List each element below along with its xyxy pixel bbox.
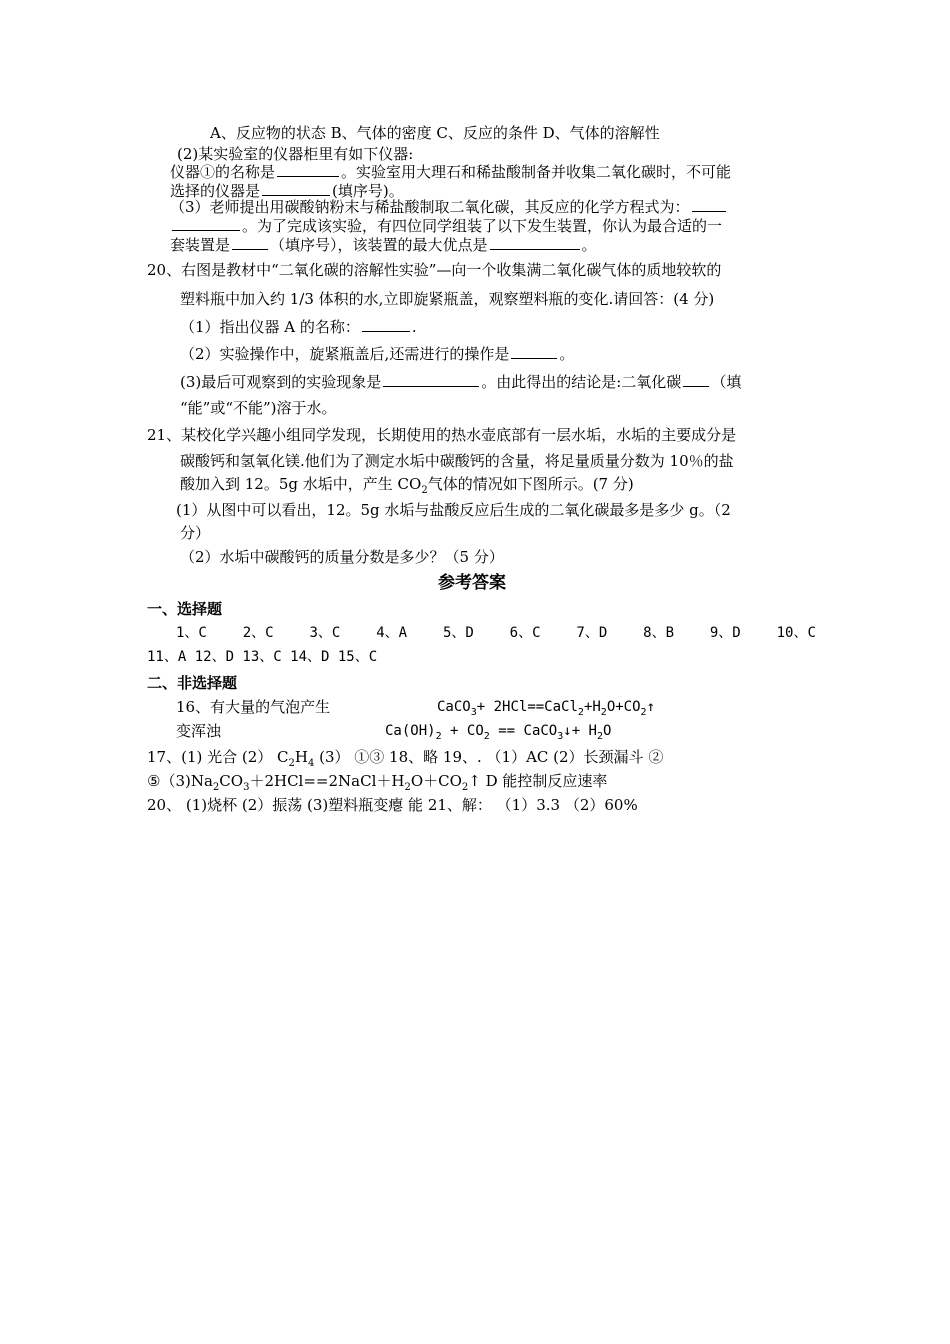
eq-part: ↓+ H bbox=[563, 723, 597, 739]
answer-16-b: 变浑浊 bbox=[176, 722, 222, 740]
q20-sub3 bbox=[180, 371, 741, 393]
q19-p3-c: 套装置是 bbox=[170, 236, 231, 254]
section-nonchoice: 二、非选择题 bbox=[147, 674, 238, 692]
answer-16-label: 16、有大量的气泡产生 bbox=[176, 698, 331, 716]
subscript-2: 2 bbox=[404, 782, 411, 793]
answer-blank bbox=[683, 371, 709, 387]
q21-sub1-cont: 分） bbox=[180, 524, 211, 542]
ans-part: CO bbox=[219, 772, 244, 790]
subscript-3: 3 bbox=[470, 706, 477, 718]
q20-s2-a: （2）实验操作中，旋紧瓶盖后,还需进行的操作是 bbox=[180, 345, 510, 363]
ans-part: ↑ D 能控制反应速率 bbox=[468, 772, 608, 790]
answer-blank bbox=[262, 180, 330, 196]
q21-line2: 碳酸钙和氢氧化镁.他们为了测定水垢中碳酸钙的含量，将足量质量分数为 10％的盐 bbox=[180, 452, 734, 470]
answer-blank bbox=[383, 371, 479, 387]
q19-p3-a: （3）老师提出用碳酸钠粉末与稀盐酸制取二氧化碳，其反应的化学方程式为： bbox=[170, 198, 690, 216]
eq-part: O+CO bbox=[606, 699, 641, 715]
q21-sub2: （2）水垢中碳酸钙的质量分数是多少？（5 分） bbox=[180, 548, 504, 566]
q19-p2-a: 仪器①的名称是 bbox=[170, 163, 276, 181]
q20-s3-b: 。由此得出的结论是:二氧化碳 bbox=[481, 373, 682, 391]
mc-answer: 5、D bbox=[442, 625, 474, 641]
ans-part: (3） ①③ 18、略 19、. （1）AC (2）长颈漏斗 ② bbox=[314, 748, 664, 766]
mc-answers-row1 bbox=[176, 622, 816, 644]
section-choice: 一、选择题 bbox=[147, 600, 223, 618]
q19-p3-d: （填序号），该装置的最大优点是 bbox=[270, 236, 488, 254]
q21-l3-a: 酸加入到 12。5g 水垢中，产生 CO bbox=[180, 475, 422, 493]
answer-blank bbox=[490, 234, 580, 250]
subscript-4: 4 bbox=[307, 758, 315, 769]
mc-answer: 6、C bbox=[509, 625, 541, 641]
mc-answer: 8、B bbox=[643, 625, 674, 641]
answer-blank bbox=[172, 215, 240, 231]
eq-part: +H bbox=[583, 699, 601, 715]
answer-16-equation1 bbox=[437, 696, 655, 718]
mc-answer: 10、C bbox=[776, 625, 816, 641]
q20-sub1 bbox=[180, 316, 417, 338]
q20-s2-b: 。 bbox=[559, 345, 575, 363]
q19-part2-intro: (2)某实验室的仪器柜里有如下仪器: bbox=[177, 145, 414, 163]
subscript-2: 2 bbox=[288, 758, 295, 769]
subscript-2: 2 bbox=[483, 730, 490, 742]
q19-p2-c: 选择的仪器是 bbox=[170, 182, 261, 200]
q20-sub3-cont: “能”或“不能”)溶于水。 bbox=[180, 399, 337, 417]
q21-line1: 21、某校化学兴趣小组同学发现，长期使用的热水壶底部有一层水垢，水垢的主要成分是 bbox=[147, 426, 737, 444]
q20-s1-b: . bbox=[411, 318, 417, 336]
answer-blank bbox=[277, 161, 339, 177]
subscript-2: 2 bbox=[600, 706, 607, 718]
eq-part: == CaCO bbox=[489, 723, 558, 739]
q21-sub1: (1）从图中可以看出，12。5g 水垢与盐酸反应后生成的二氧化碳最多是多少 g。（2 bbox=[176, 501, 731, 519]
q20-s3-a: (3)最后可观察到的实验现象是 bbox=[180, 373, 382, 391]
ans-part: 17、(1) 光合 (2） C bbox=[147, 748, 289, 766]
answer-17-19 bbox=[147, 746, 663, 768]
ans-part: O＋CO bbox=[410, 772, 462, 790]
q21-line3 bbox=[180, 473, 634, 495]
eq-part: O bbox=[603, 723, 612, 739]
q20-line1: 20、右图是教材中“二氧化碳的溶解性实验”—向一个收集满二氧化碳气体的质地较软的 bbox=[147, 261, 722, 279]
answers-title: 参考答案 bbox=[438, 573, 506, 593]
q19-p2-d: (填序号)。 bbox=[332, 182, 404, 200]
q19-p2-b: 。实验室用大理石和稀盐酸制备并收集二氧化碳时，不可能 bbox=[341, 163, 732, 181]
q19-p3-b: 。为了完成该实验，有四位同学组装了以下发生装置，你认为最合适的一 bbox=[242, 217, 723, 235]
mc-answers-row2: 11、A 12、D 13、C 14、D 15、C bbox=[147, 649, 378, 665]
mc-answer: 4、A bbox=[376, 625, 408, 641]
answer-blank bbox=[362, 316, 410, 332]
subscript-2: 2 bbox=[435, 730, 442, 742]
subscript-2: 2 bbox=[212, 782, 220, 793]
q19-options: A、反应物的状态 B、气体的密度 C、反应的条件 D、气体的溶解性 bbox=[210, 124, 660, 142]
ans-part: ⑤（3)Na bbox=[147, 772, 213, 790]
mc-answer: 7、D bbox=[576, 625, 608, 641]
q21-l3-sub: 2 bbox=[421, 485, 428, 496]
subscript-2: 2 bbox=[461, 782, 469, 793]
subscript-3: 3 bbox=[243, 782, 250, 793]
answer-blank bbox=[511, 343, 557, 359]
q19-part3-line3 bbox=[170, 234, 597, 256]
eq-part: + 2HCl==CaCl bbox=[476, 699, 578, 715]
subscript-3: 3 bbox=[557, 730, 564, 742]
q20-line2: 塑料瓶中加入约 1/3 体积的水,立即旋紧瓶盖，观察塑料瓶的变化.请回答：(4 分) bbox=[180, 290, 715, 308]
q20-sub2 bbox=[180, 343, 574, 365]
subscript-2: 2 bbox=[596, 730, 604, 742]
q20-s3-c: （填 bbox=[711, 373, 742, 391]
ans-part: ＋2HCl==2NaCl＋H bbox=[249, 772, 405, 790]
eq-part: ↑ bbox=[646, 699, 656, 715]
mc-answer: 3、C bbox=[309, 625, 341, 641]
eq-part: + CO bbox=[441, 723, 484, 739]
answer-20-21: 20、 (1)烧杯 (2）振荡 (3)塑料瓶变瘪 能 21、解： （1）3.3 （2）60% bbox=[147, 796, 638, 814]
ans-part: H bbox=[294, 748, 308, 766]
mc-answer: 2、C bbox=[242, 625, 274, 641]
q19-p3-e: 。 bbox=[581, 236, 597, 254]
answer-16-equation2 bbox=[385, 720, 611, 742]
answer-blank bbox=[692, 196, 726, 212]
subscript-2: 2 bbox=[577, 706, 584, 718]
eq-part: CaCO bbox=[437, 699, 471, 715]
answer-blank bbox=[232, 234, 268, 250]
eq-part: Ca(OH) bbox=[385, 723, 436, 739]
q20-s1-a: （1）指出仪器 A 的名称： bbox=[180, 318, 360, 336]
answer-19-cont bbox=[147, 770, 607, 792]
mc-answer: 9、D bbox=[709, 625, 741, 641]
q21-l3-b: 气体的情况如下图所示。(7 分) bbox=[427, 475, 634, 493]
subscript-2: 2 bbox=[640, 706, 647, 718]
mc-answer: 1、C bbox=[176, 625, 207, 641]
